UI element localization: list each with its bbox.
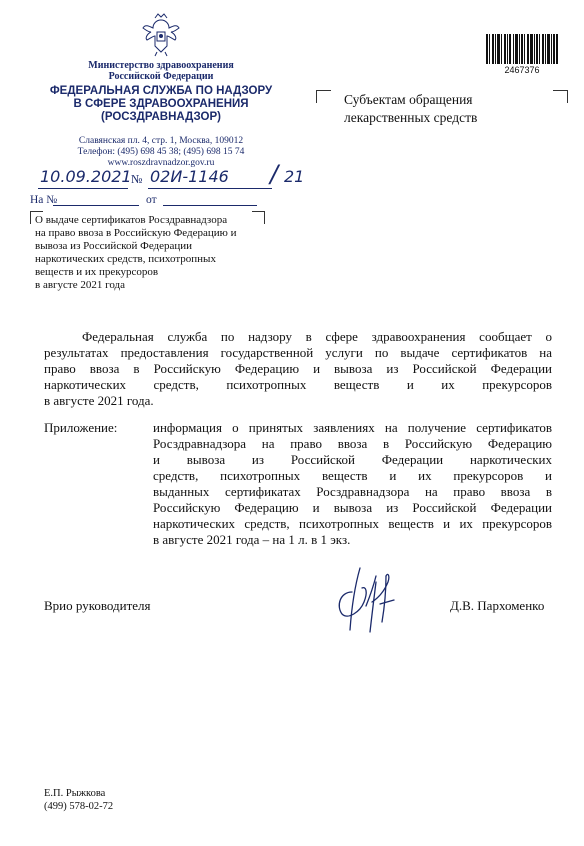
signatory-name: Д.В. Пархоменко <box>450 598 545 613</box>
subject-bracket-right <box>252 211 265 224</box>
registration-number-suffix: 21 <box>284 167 305 186</box>
subject-line: вывоза из Российской Федерации <box>35 240 193 252</box>
ministry-name-line-1: Министерство здравоохранения <box>88 60 234 71</box>
body-paragraph-line: результатах предоставления государственной услуги по выдаче сертификатов на <box>44 345 552 360</box>
subject-line: О выдаче сертификатов Росздравнадзора <box>35 214 228 226</box>
registration-number: 02И-1146 <box>150 167 229 186</box>
attachment-line: Росздравнадзора на право ввоза в Российскую Федерацию <box>153 436 552 451</box>
attachment-line: средств, психотропных веществ и их прекурсоров и <box>153 468 552 483</box>
phone-line: Телефон: (495) 698 45 38; (495) 698 15 74 <box>77 147 245 157</box>
subject-line: на право ввоза в Российскую Федерацию и <box>35 227 237 239</box>
subject-line: наркотических средств, психотропных <box>35 253 216 265</box>
body-paragraph-line: Федеральная служба по надзору в сфере здравоохранения сообщает о <box>82 329 552 344</box>
reference-from-label: от <box>146 194 157 206</box>
address-line: Славянская пл. 4, стр. 1, Москва, 109012 <box>78 136 244 146</box>
barcode-icon <box>486 34 558 64</box>
body-paragraph-line: право ввоза в Российскую Федерацию и вывоза из Российской Федерации <box>44 361 552 376</box>
recipient-bracket-left <box>316 90 331 103</box>
body-paragraph-line: в августе 2021 года. <box>44 393 154 408</box>
service-name-line-3: (РОСЗДРАВНАДЗОР) <box>101 111 221 123</box>
subject-line: веществ и их прекурсоров <box>35 266 159 278</box>
handwritten-signature-icon <box>330 562 402 642</box>
recipient-line-2: лекарственных средств <box>344 110 478 125</box>
number-underline <box>148 188 272 189</box>
attachment-line: наркотических средств, психотропных веществ и их прекурсоров <box>153 516 552 531</box>
registration-date: 10.09.2021 <box>40 167 132 186</box>
executor-phone: (499) 578-02-72 <box>44 801 114 812</box>
reference-from-underline <box>163 205 257 206</box>
attachment-line: и вывоза из Российской Федерации наркотических <box>153 452 552 467</box>
reference-number-underline <box>53 205 139 206</box>
date-underline <box>38 188 128 189</box>
registration-number-label: № <box>131 172 143 186</box>
service-name-line-2: В СФЕРЕ ЗДРАВООХРАНЕНИЯ <box>73 98 249 110</box>
barcode-number: 2467376 <box>504 65 540 75</box>
registration-slash: / <box>270 160 279 188</box>
coat-of-arms-icon <box>141 12 181 58</box>
ministry-name-line-2: Российской Федерации <box>108 71 214 82</box>
attachment-line: выданных сертификатах Росздравнадзора на право ввоза в <box>153 484 552 499</box>
body-paragraph-line: наркотических средств, психотропных веществ и их прекурсоров <box>44 377 552 392</box>
executor-name: Е.П. Рыжкова <box>44 788 106 799</box>
website-line: www.roszdravnadzor.gov.ru <box>107 158 215 168</box>
attachment-line: Российскую Федерацию и вывоза из Российской Федерации <box>153 500 552 515</box>
attachment-label: Приложение: <box>44 420 118 435</box>
recipient-bracket-right <box>553 90 568 103</box>
reference-number-label: На № <box>30 194 58 206</box>
attachment-line: информация о принятых заявлениях на получение сертификатов <box>153 420 552 435</box>
attachment-line: в августе 2021 года – на 1 л. в 1 экз. <box>153 532 351 547</box>
subject-line: в августе 2021 года <box>35 279 126 291</box>
recipient-line-1: Субъектам обращения <box>344 92 473 107</box>
service-name-line-1: ФЕДЕРАЛЬНАЯ СЛУЖБА ПО НАДЗОРУ <box>49 85 273 97</box>
signatory-position: Врио руководителя <box>44 598 151 613</box>
